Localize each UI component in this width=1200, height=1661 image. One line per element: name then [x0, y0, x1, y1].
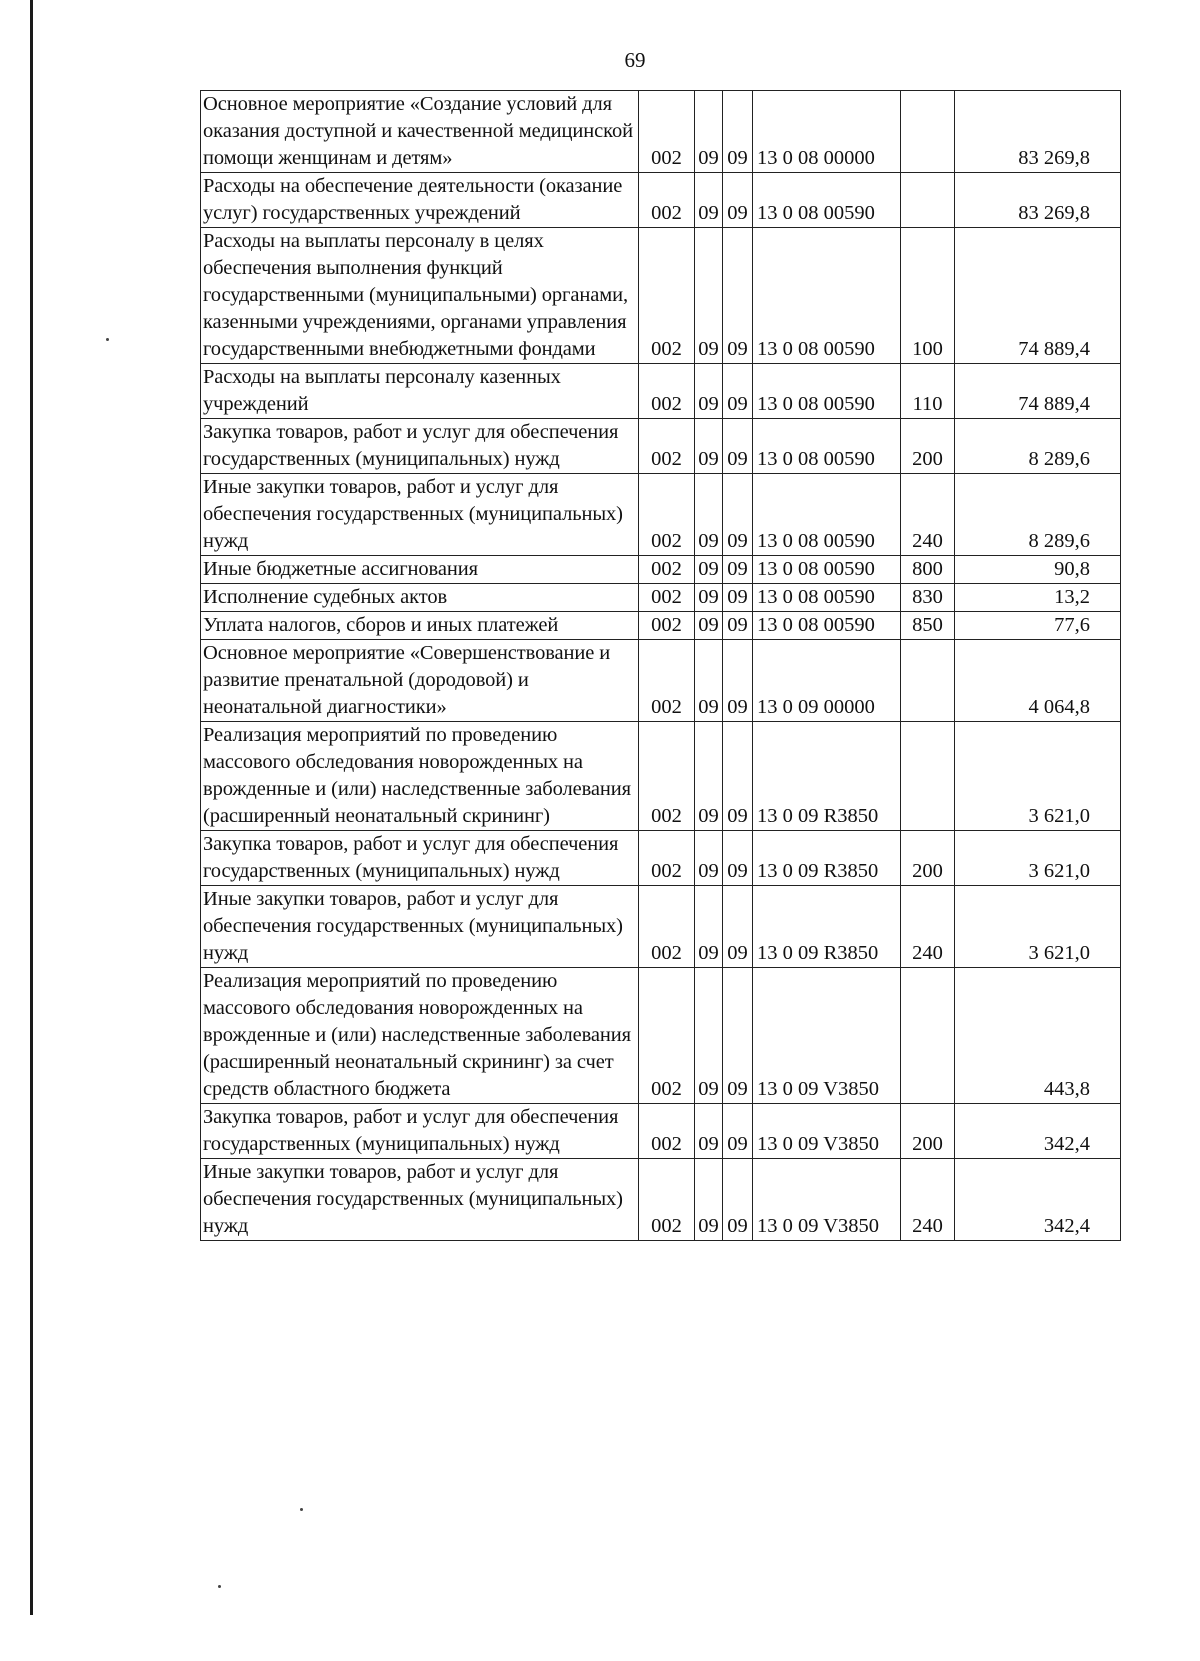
page-number: 69: [624, 48, 646, 72]
row-description: Исполнение судебных актов: [201, 584, 639, 612]
expense-type-cell: 240: [901, 474, 955, 556]
table-row: [201, 612, 1121, 640]
row-description: Расходы на выплаты персоналу казенных учреждений: [201, 364, 639, 419]
target-article-cell: 13 0 08 00590: [753, 612, 901, 640]
subsection-code-cell: 09: [723, 474, 753, 556]
expense-type-cell: 830: [901, 584, 955, 612]
expense-type-cell: 240: [901, 1159, 955, 1241]
section-code-cell: 09: [695, 474, 723, 556]
subsection-code-cell: 09: [723, 173, 753, 228]
subsection-code-cell: 09: [723, 228, 753, 364]
scan-speck: [218, 1585, 221, 1588]
row-description: Основное мероприятие «Создание условий для оказания доступной и качественной медицинской помощи женщинам и детям»: [201, 91, 639, 173]
section-code-cell: 09: [695, 364, 723, 419]
row-description: Иные закупки товаров, работ и услуг для обеспечения государственных (муниципальных) нужд: [201, 1159, 639, 1241]
amount-cell: 3 621,0: [955, 886, 1121, 968]
row-description: Расходы на обеспечение деятельности (оказание услуг) государственных учреждений: [201, 173, 639, 228]
admin-code-cell: 002: [639, 968, 695, 1104]
subsection-code-cell: 09: [723, 1159, 753, 1241]
admin-code-cell: 002: [639, 91, 695, 173]
expense-type-cell: 240: [901, 886, 955, 968]
expense-type-cell: [901, 968, 955, 1104]
row-description: Основное мероприятие «Совершенствование и развитие пренатальной (дородовой) и неонатальной диагностики»: [201, 640, 639, 722]
section-code-cell: 09: [695, 419, 723, 474]
expense-type-cell: 100: [901, 228, 955, 364]
section-code-cell: 09: [695, 584, 723, 612]
expense-type-cell: 110: [901, 364, 955, 419]
row-description: Закупка товаров, работ и услуг для обеспечения государственных (муниципальных) нужд: [201, 419, 639, 474]
expense-type-cell: [901, 640, 955, 722]
table-row: [201, 640, 1121, 722]
expense-type-cell: 200: [901, 1104, 955, 1159]
scan-edge-line: [30, 0, 33, 1615]
table-row: [201, 584, 1121, 612]
subsection-code-cell: 09: [723, 722, 753, 831]
amount-cell: 74 889,4: [955, 364, 1121, 419]
admin-code-cell: 002: [639, 556, 695, 584]
table-row: [201, 1104, 1121, 1159]
table-row: [201, 968, 1121, 1104]
admin-code-cell: 002: [639, 831, 695, 886]
subsection-code-cell: 09: [723, 968, 753, 1104]
expense-type-cell: [901, 91, 955, 173]
section-code-cell: 09: [695, 1159, 723, 1241]
subsection-code-cell: 09: [723, 1104, 753, 1159]
table-row: [201, 556, 1121, 584]
admin-code-cell: 002: [639, 612, 695, 640]
table-row: [201, 886, 1121, 968]
amount-cell: 83 269,8: [955, 91, 1121, 173]
target-article-cell: 13 0 08 00590: [753, 173, 901, 228]
section-code-cell: 09: [695, 968, 723, 1104]
section-code-cell: 09: [695, 173, 723, 228]
table-row: [201, 173, 1121, 228]
admin-code-cell: 002: [639, 1104, 695, 1159]
target-article-cell: 13 0 08 00590: [753, 584, 901, 612]
amount-cell: 443,8: [955, 968, 1121, 1104]
table-row: [201, 419, 1121, 474]
amount-cell: 8 289,6: [955, 419, 1121, 474]
table-row: [201, 831, 1121, 886]
amount-cell: 77,6: [955, 612, 1121, 640]
subsection-code-cell: 09: [723, 556, 753, 584]
section-code-cell: 09: [695, 640, 723, 722]
table-row: [201, 364, 1121, 419]
admin-code-cell: 002: [639, 173, 695, 228]
table-body: [201, 91, 1121, 1241]
subsection-code-cell: 09: [723, 831, 753, 886]
amount-cell: 13,2: [955, 584, 1121, 612]
target-article-cell: 13 0 09 R3850: [753, 886, 901, 968]
admin-code-cell: 002: [639, 419, 695, 474]
row-description: Уплата налогов, сборов и иных платежей: [201, 612, 639, 640]
amount-cell: 3 621,0: [955, 722, 1121, 831]
target-article-cell: 13 0 08 00590: [753, 228, 901, 364]
section-code-cell: 09: [695, 831, 723, 886]
scan-speck: [106, 338, 109, 341]
table-row: [201, 1159, 1121, 1241]
expense-type-cell: 200: [901, 831, 955, 886]
subsection-code-cell: 09: [723, 584, 753, 612]
row-description: Закупка товаров, работ и услуг для обеспечения государственных (муниципальных) нужд: [201, 1104, 639, 1159]
target-article-cell: 13 0 08 00590: [753, 474, 901, 556]
target-article-cell: 13 0 08 00000: [753, 91, 901, 173]
target-article-cell: 13 0 09 00000: [753, 640, 901, 722]
admin-code-cell: 002: [639, 228, 695, 364]
section-code-cell: 09: [695, 886, 723, 968]
row-description: Реализация мероприятий по проведению массового обследования новорожденных на врожденные и (или) наследственные заболевания (расширенный неонатальный скрининг): [201, 722, 639, 831]
budget-table: [200, 90, 1121, 1241]
admin-code-cell: 002: [639, 886, 695, 968]
target-article-cell: 13 0 09 V3850: [753, 1104, 901, 1159]
amount-cell: 90,8: [955, 556, 1121, 584]
amount-cell: 342,4: [955, 1104, 1121, 1159]
target-article-cell: 13 0 08 00590: [753, 556, 901, 584]
admin-code-cell: 002: [639, 584, 695, 612]
amount-cell: 342,4: [955, 1159, 1121, 1241]
row-description: Расходы на выплаты персоналу в целях обеспечения выполнения функций государственными (муниципальными) органами, казенными учреждениями, органами управления государственными внебюджетными фондами: [201, 228, 639, 364]
subsection-code-cell: 09: [723, 419, 753, 474]
target-article-cell: 13 0 08 00590: [753, 419, 901, 474]
table-row: [201, 91, 1121, 173]
expense-type-cell: 200: [901, 419, 955, 474]
section-code-cell: 09: [695, 1104, 723, 1159]
table-row: [201, 722, 1121, 831]
subsection-code-cell: 09: [723, 886, 753, 968]
section-code-cell: 09: [695, 612, 723, 640]
admin-code-cell: 002: [639, 474, 695, 556]
target-article-cell: 13 0 09 R3850: [753, 831, 901, 886]
target-article-cell: 13 0 09 V3850: [753, 968, 901, 1104]
admin-code-cell: 002: [639, 640, 695, 722]
row-description: Иные бюджетные ассигнования: [201, 556, 639, 584]
target-article-cell: 13 0 09 V3850: [753, 1159, 901, 1241]
amount-cell: 8 289,6: [955, 474, 1121, 556]
amount-cell: 83 269,8: [955, 173, 1121, 228]
subsection-code-cell: 09: [723, 640, 753, 722]
table-row: [201, 474, 1121, 556]
subsection-code-cell: 09: [723, 91, 753, 173]
section-code-cell: 09: [695, 722, 723, 831]
admin-code-cell: 002: [639, 364, 695, 419]
section-code-cell: 09: [695, 91, 723, 173]
expense-type-cell: 800: [901, 556, 955, 584]
amount-cell: 3 621,0: [955, 831, 1121, 886]
row-description: Иные закупки товаров, работ и услуг для обеспечения государственных (муниципальных) нужд: [201, 474, 639, 556]
row-description: Реализация мероприятий по проведению массового обследования новорожденных на врожденные и (или) наследственные заболевания (расширенный неонатальный скрининг) за счет средств областного бюджета: [201, 968, 639, 1104]
target-article-cell: 13 0 08 00590: [753, 364, 901, 419]
admin-code-cell: 002: [639, 722, 695, 831]
subsection-code-cell: 09: [723, 612, 753, 640]
expense-type-cell: [901, 173, 955, 228]
section-code-cell: 09: [695, 556, 723, 584]
row-description: Закупка товаров, работ и услуг для обеспечения государственных (муниципальных) нужд: [201, 831, 639, 886]
amount-cell: 74 889,4: [955, 228, 1121, 364]
target-article-cell: 13 0 09 R3850: [753, 722, 901, 831]
subsection-code-cell: 09: [723, 364, 753, 419]
section-code-cell: 09: [695, 228, 723, 364]
scan-speck: [300, 1508, 303, 1511]
amount-cell: 4 064,8: [955, 640, 1121, 722]
table-row: [201, 228, 1121, 364]
expense-type-cell: 850: [901, 612, 955, 640]
admin-code-cell: 002: [639, 1159, 695, 1241]
row-description: Иные закупки товаров, работ и услуг для обеспечения государственных (муниципальных) нужд: [201, 886, 639, 968]
expense-type-cell: [901, 722, 955, 831]
